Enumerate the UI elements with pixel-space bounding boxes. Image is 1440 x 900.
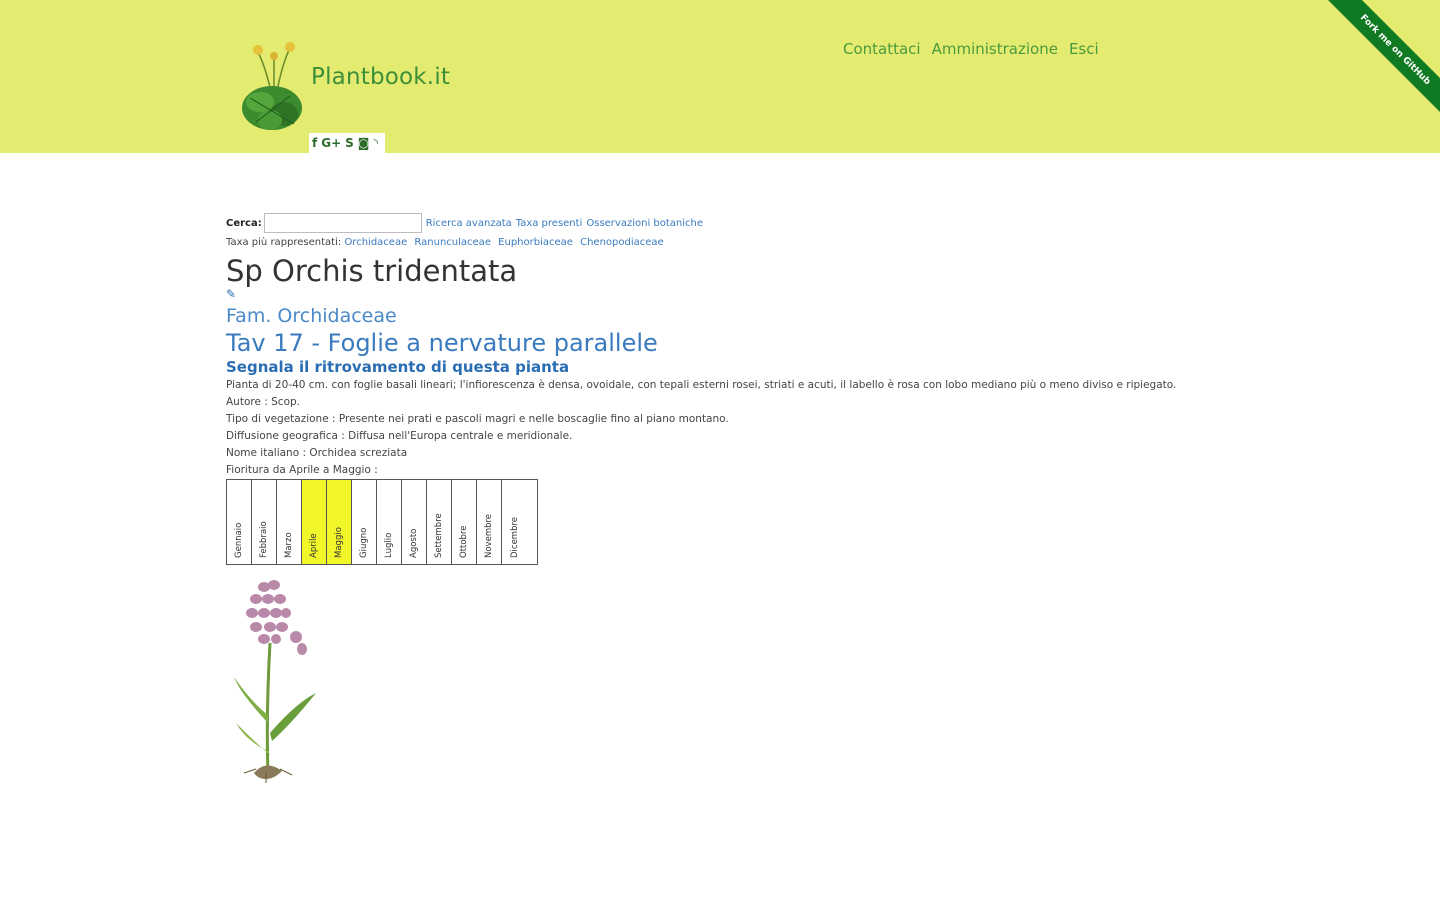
taxa-label: Taxa più rappresentati: xyxy=(226,237,342,248)
taxa-link-chenopodiaceae[interactable]: Chenopodiaceae xyxy=(580,237,664,248)
taxa-popular xyxy=(226,234,1186,252)
nav-esci[interactable]: Esci xyxy=(1068,40,1099,58)
autore-text: Autore : Scop. xyxy=(226,396,301,408)
month-label: Aprile xyxy=(309,533,319,558)
month-label: Novembre xyxy=(484,513,494,558)
nav-amministrazione[interactable]: Amministrazione xyxy=(931,40,1058,58)
month-cell-dicembre xyxy=(502,480,527,564)
link-ricerca-avanzata[interactable]: Ricerca avanzata xyxy=(425,217,512,229)
month-cell-settembre xyxy=(427,480,452,564)
month-cell-novembre xyxy=(477,480,502,564)
taxa-link-orchidaceae[interactable]: Orchidaceae xyxy=(344,237,408,248)
plant-logo-icon[interactable] xyxy=(236,38,310,134)
site-header xyxy=(0,0,1440,153)
instagram-icon[interactable]: ◙ xyxy=(357,136,370,150)
month-label: Dicembre xyxy=(509,516,520,558)
month-label: Agosto xyxy=(409,528,419,558)
skype-icon[interactable]: S xyxy=(345,136,354,150)
page-title: Sp Orchis tridentata xyxy=(226,254,518,288)
taxa-link-ranunculaceae[interactable]: Ranunculaceae xyxy=(414,237,491,248)
main-content xyxy=(226,212,1186,785)
month-label: Luglio xyxy=(384,532,394,558)
taxa-link-euphorbiaceae[interactable]: Euphorbiaceae xyxy=(498,237,573,248)
nome-italiano-text: Nome italiano : Orchidea screziata xyxy=(226,447,408,459)
report-sighting-link[interactable]: Segnala il ritrovamento di questa pianta xyxy=(226,358,570,376)
family-link[interactable]: Fam. Orchidaceae xyxy=(226,305,397,327)
month-label: Giugno xyxy=(359,527,369,558)
month-label: Gennaio xyxy=(234,522,244,558)
search-input[interactable] xyxy=(264,213,422,233)
species-description xyxy=(226,377,1186,479)
month-label: Marzo xyxy=(284,532,294,558)
google-plus-icon[interactable]: G+ xyxy=(321,136,342,150)
month-cell-giugno xyxy=(352,480,377,564)
month-cell-febbraio xyxy=(252,480,277,564)
tav-link[interactable]: Tav 17 - Foglie a nervature parallele xyxy=(226,329,658,357)
month-cell-marzo xyxy=(277,480,302,564)
month-cell-luglio xyxy=(377,480,402,564)
site-name[interactable]: Plantbook.it xyxy=(311,64,451,90)
month-cell-agosto xyxy=(402,480,427,564)
diffusione-text: Diffusione geografica : Diffusa nell'Europa centrale e meridionale. xyxy=(226,430,573,442)
edit-pencil-icon[interactable]: ✎ xyxy=(226,287,237,301)
month-label: Settembre xyxy=(434,513,444,558)
search-label: Cerca: xyxy=(226,217,262,229)
rss-icon[interactable]: ◝ xyxy=(373,136,379,150)
month-cell-maggio xyxy=(327,480,352,564)
month-cell-gennaio xyxy=(227,480,252,564)
github-ribbon-label[interactable]: Fork me on GitHub xyxy=(1326,0,1440,119)
search-bar xyxy=(226,212,1186,234)
month-label: Febbraio xyxy=(259,521,269,558)
social-links xyxy=(309,133,385,154)
nav-contattaci[interactable]: Contattaci xyxy=(843,40,921,58)
month-cell-aprile xyxy=(302,480,327,564)
month-label: Ottobre xyxy=(459,525,469,558)
top-navigation xyxy=(843,40,1099,58)
vegetazione-text: Tipo di vegetazione : Presente nei prati e pascoli magri e nelle boscaglie fino al piano montano. xyxy=(226,413,729,425)
month-cell-ottobre xyxy=(452,480,477,564)
orchid-illustration xyxy=(226,573,330,785)
link-taxa-presenti[interactable]: Taxa presenti xyxy=(515,217,583,229)
github-ribbon[interactable] xyxy=(1320,0,1440,120)
link-osservazioni-botaniche[interactable]: Osservazioni botaniche xyxy=(586,217,704,229)
fioritura-text: Fioritura da Aprile a Maggio : xyxy=(226,464,378,476)
flowering-months-table xyxy=(226,479,538,565)
facebook-icon[interactable]: f xyxy=(312,136,318,150)
description-text: Pianta di 20-40 cm. con foglie basali lineari; l'infiorescenza è densa, ovoidale, con tepali esterni rosei, striati e acuti, il labello è rosa con lobo mediano più o meno diviso e ripiegato. xyxy=(226,379,1177,391)
month-label: Maggio xyxy=(334,527,344,558)
